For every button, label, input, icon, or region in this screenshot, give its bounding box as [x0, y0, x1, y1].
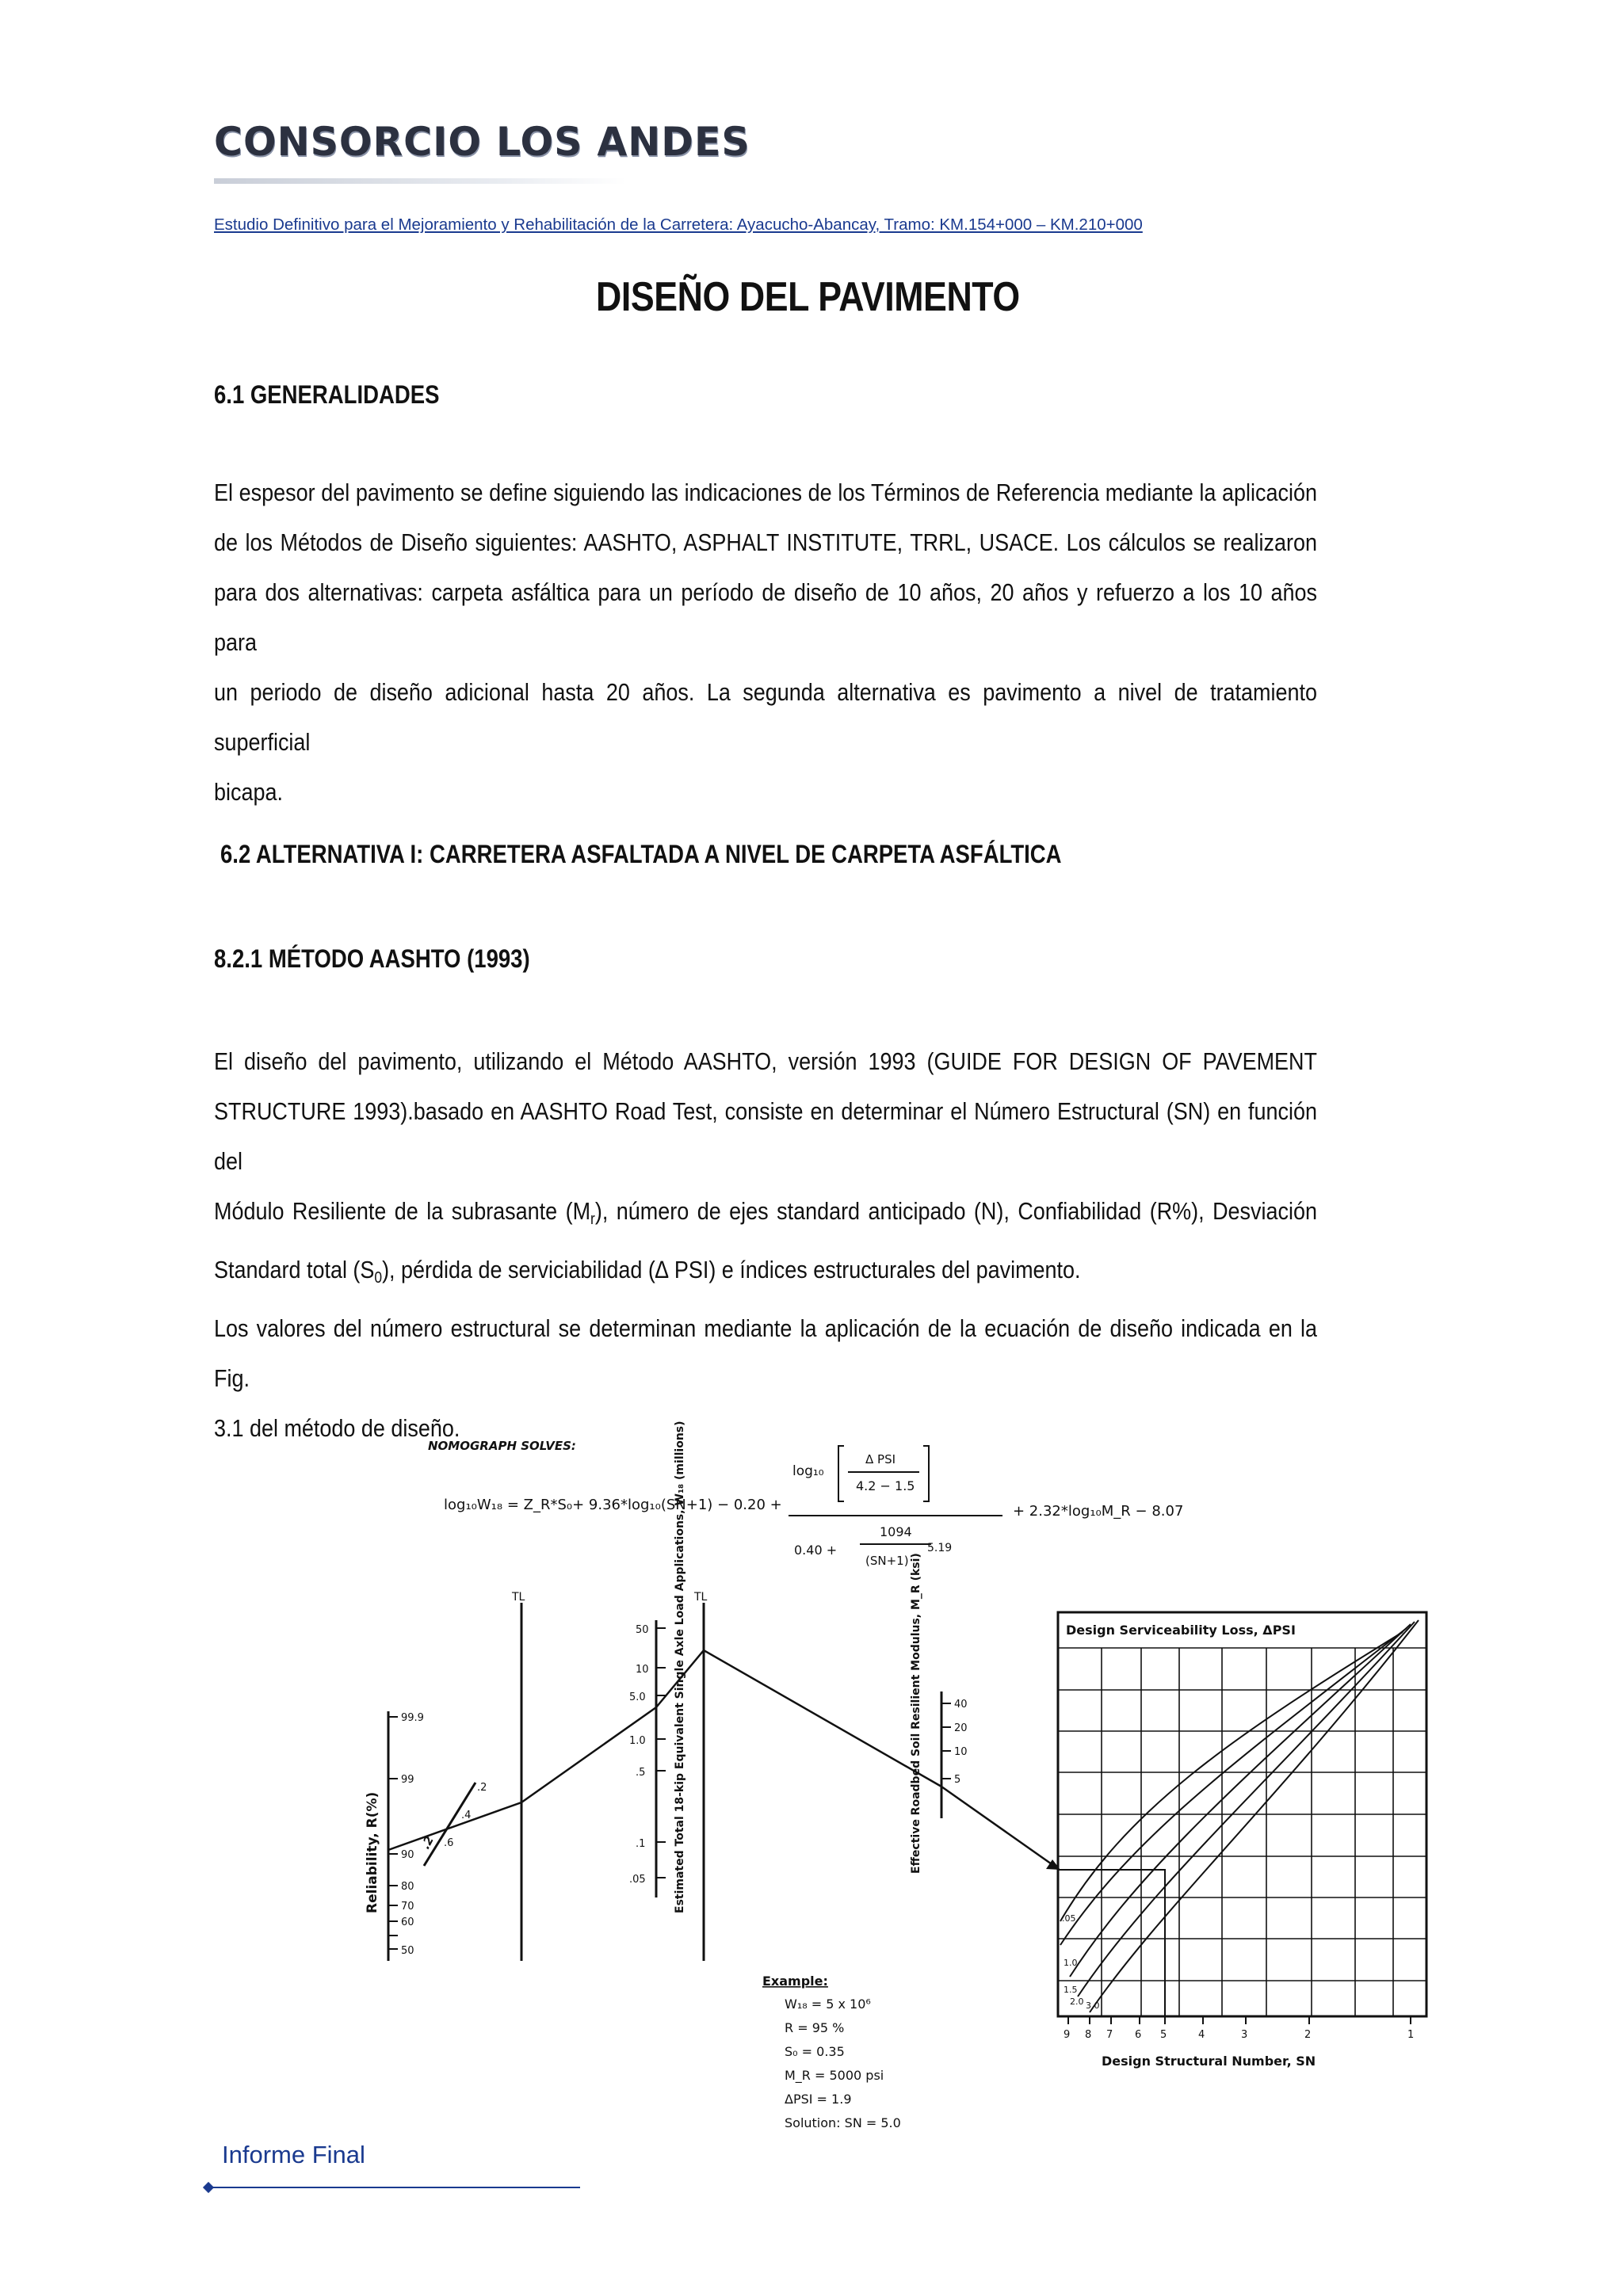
sn-tick-label: 1 — [1407, 2029, 1415, 2041]
footer-label: Informe Final — [222, 2141, 365, 2168]
paragraph-generalidades — [214, 467, 1482, 817]
example-line: M_R = 5000 psi — [785, 2068, 884, 2083]
equation-log: log₁₀ — [792, 1463, 824, 1479]
paragraph-line: bicapa. — [214, 778, 283, 806]
paragraph-line: STRUCTURE 1993).basado en AASHTO Road Test, consiste en determinar el Número Estructural (SN) en función del — [214, 1097, 1317, 1175]
std-dev-tick: .4 — [461, 1810, 472, 1821]
std-dev-tick: .6 — [444, 1837, 454, 1849]
paragraph-line: un periodo de diseño adicional hasta 20 años. La segunda alternativa es pavimento a nivel de tratamiento superficial — [214, 678, 1317, 756]
paragraph-line — [214, 1245, 1317, 1303]
w18-tick: .5 — [636, 1767, 646, 1779]
nomograph-label: NOMOGRAPH SOLVES: — [428, 1439, 576, 1453]
equation-tail: + 2.32*log₁₀M_R − 8.07 — [1013, 1503, 1184, 1520]
sn-tick-label: 5 — [1160, 2029, 1167, 2041]
page-title: DISEÑO DEL PAVIMENTO — [596, 274, 1020, 320]
study-header-line: Estudio Definitivo para el Mejoramiento y Rehabilitación de la Carretera: Ayacucho-Abancay, Tramo: KM.154+000 – KM.210+000 — [214, 215, 1143, 234]
reliability-tick: 60 — [401, 1917, 414, 1928]
psi-curves — [1060, 1620, 1419, 2012]
paragraph-line: El espesor del pavimento se define siguiendo las indicaciones de los Términos de Referencia mediante la aplicación — [214, 479, 1317, 506]
w18-tick: .05 — [629, 1874, 646, 1886]
nomograph-svg — [341, 1390, 1442, 2143]
footer-rule — [208, 2187, 580, 2188]
logo-underline — [214, 178, 626, 184]
psi-curve-label: .05 — [1062, 1913, 1076, 1924]
w18-tick: 10 — [636, 1664, 649, 1676]
example-arrow-line — [941, 1787, 1054, 1866]
tl-label: TL — [512, 1591, 525, 1604]
equation-den-prefix: 0.40 + — [794, 1543, 838, 1558]
mr-tick: 5 — [954, 1774, 961, 1786]
text-run: Standard total (S — [214, 1256, 375, 1283]
company-logo: CONSORCIO LOS ANDES — [214, 119, 750, 165]
psi-curve-label: 1.0 — [1064, 1958, 1078, 1968]
equation-1094: 1094 — [880, 1524, 912, 1539]
w18-tick: .1 — [636, 1838, 646, 1850]
paragraph-line: de los Métodos de Diseño siguientes: AASHTO, ASPHALT INSTITUTE, TRRL, USACE. Los cálculos se realizaron — [214, 528, 1317, 556]
mr-tick: 20 — [954, 1722, 968, 1734]
subscript: r — [590, 1211, 595, 1228]
reliability-tick: 80 — [401, 1881, 414, 1893]
w18-axis-label: Estimated Total 18-kip Equivalent Single Axle Load Applications, W₁₈ (millions) — [674, 1421, 686, 1913]
psi-curve-label: 3.0 — [1086, 2000, 1100, 2011]
equation-exp: 5.19 — [927, 1542, 953, 1554]
sn-tick-label: 4 — [1198, 2029, 1205, 2041]
reliability-tick: 90 — [401, 1849, 414, 1861]
std-dev-tick: .2 — [477, 1782, 487, 1794]
sn-tick-label: 6 — [1135, 2029, 1142, 2041]
reliability-tick: 70 — [401, 1901, 414, 1913]
text-run: Módulo Resiliente de la subrasante (M — [214, 1197, 591, 1225]
psi-curve-label: 1.5 — [1064, 1985, 1078, 1995]
subscript: 0 — [374, 1269, 383, 1287]
psi-grid — [1058, 1648, 1426, 2016]
psi-chart-title: Design Serviceability Loss, ΔPSI — [1066, 1623, 1296, 1638]
equation-denominator-small: 4.2 − 1.5 — [856, 1478, 915, 1493]
example-line: Solution: SN = 5.0 — [785, 2115, 901, 2130]
std-dev-axis-label: .2 — [418, 1833, 437, 1852]
example-line: S₀ = 0.35 — [785, 2044, 845, 2059]
section-heading-6-1: 6.1 GENERALIDADES — [214, 380, 440, 409]
sn-tick-label: 8 — [1085, 2029, 1092, 2041]
w18-tick: 1.0 — [629, 1735, 646, 1747]
tl-label: TL — [694, 1591, 708, 1604]
mr-tick: 40 — [954, 1699, 968, 1711]
text-run: ), número de ejes standard anticipado (N), Confiabilidad (R%), Desviación — [594, 1197, 1317, 1225]
paragraph-line: 3.1 del método de diseño. — [214, 1414, 460, 1442]
sn-tick-label: 9 — [1064, 2029, 1071, 2041]
reliability-axis-label: Reliability, R(%) — [365, 1791, 380, 1913]
sn-axis-label: Design Structural Number, SN — [1102, 2054, 1316, 2069]
equation-delta-psi: Δ PSI — [865, 1452, 896, 1466]
reliability-tick: 50 — [401, 1945, 414, 1957]
w18-tick: 5.0 — [629, 1691, 646, 1703]
equation-lhs: log₁₀W₁₈ = Z_R*S₀+ 9.36*log₁₀(SN+1) − 0.20 + — [444, 1497, 782, 1513]
sn-tick-label: 3 — [1241, 2029, 1248, 2041]
sn-tick-label: 7 — [1106, 2029, 1113, 2041]
reliability-tick: 99 — [401, 1774, 414, 1786]
std-dev-axis — [424, 1783, 475, 1866]
reliability-tick: 99.9 — [401, 1712, 424, 1724]
example-title: Example: — [762, 1974, 828, 1989]
section-heading-6-2: 6.2 ALTERNATIVA I: CARRETERA ASFALTADA A NIVEL DE CARPETA ASFÁLTICA — [220, 840, 1062, 868]
example-line: R = 95 % — [785, 2020, 845, 2035]
w18-tick: 50 — [636, 1624, 649, 1636]
sn-tick-label: 2 — [1304, 2029, 1312, 2041]
text-run: ), pérdida de serviciabilidad (∆ PSI) e índices estructurales del pavimento. — [382, 1256, 1081, 1283]
paragraph-line: para dos alternativas: carpeta asfáltica para un período de diseño de 10 años, 20 años y refuerzo a los 10 años para — [214, 578, 1317, 656]
example-path — [388, 1650, 941, 1850]
paragraph-line — [214, 1186, 1317, 1245]
mr-axis-label: Effective Roadbed Soil Resilient Modulus, M_R (ksi) — [910, 1553, 922, 1874]
section-heading-8-2-1: 8.2.1 MÉTODO AASHTO (1993) — [214, 944, 530, 973]
example-line: W₁₈ = 5 x 10⁶ — [785, 1997, 871, 2012]
mr-tick: 10 — [954, 1746, 968, 1758]
psi-curve-label: 2.0 — [1070, 1997, 1084, 2007]
equation-den-sn: (SN+1) — [865, 1554, 909, 1568]
paragraph-line: Los valores del número estructural se determinan mediante la aplicación de la ecuación de diseño indicada en la Fig. — [214, 1314, 1317, 1392]
paragraph-line: El diseño del pavimento, utilizando el Método AASHTO, versión 1993 (GUIDE FOR DESIGN OF PAVEMENT — [214, 1047, 1317, 1075]
aashto-nomograph-figure — [341, 1390, 1442, 2143]
example-line: ΔPSI = 1.9 — [785, 2092, 852, 2107]
